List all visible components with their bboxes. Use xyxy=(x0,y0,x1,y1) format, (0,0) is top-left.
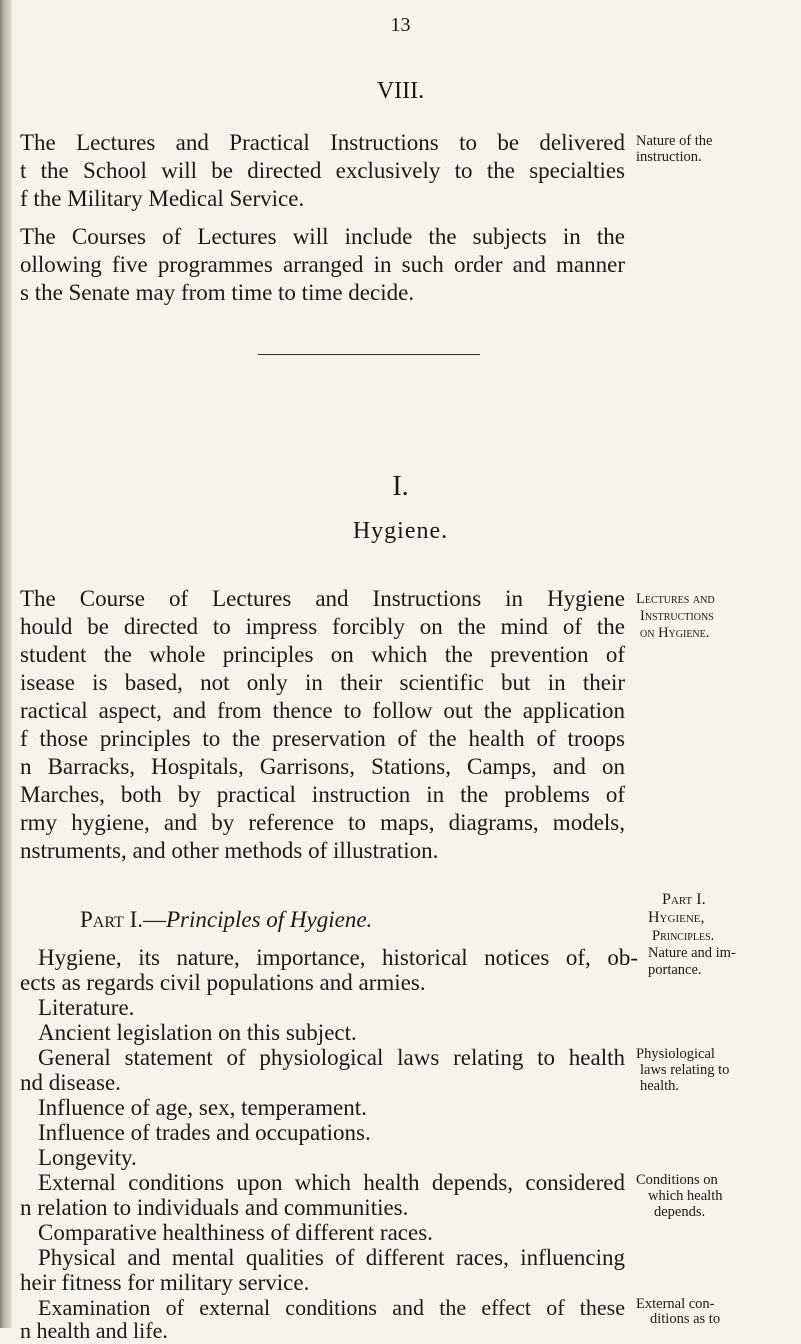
principle-line: nd disease. xyxy=(20,1070,121,1095)
margin-note-line: Part I. xyxy=(662,891,706,908)
principle-line: n relation to individuals and communities. xyxy=(20,1195,409,1220)
hygiene-line: rmy hygiene, and by reference to maps, diagrams, models, xyxy=(20,810,625,835)
principle-line: Ancient legislation on this subject. xyxy=(38,1020,357,1045)
margin-note-line: Instructions xyxy=(640,608,714,624)
margin-note-line: Conditions on xyxy=(636,1172,718,1188)
margin-note-line: ditions as to xyxy=(650,1311,721,1327)
intro-line: f the Military Medical Service. xyxy=(20,186,305,211)
hygiene-line: Marches, both by practical instruction in the problems of xyxy=(20,782,625,807)
principle-line: External conditions upon which health depends, considered xyxy=(38,1170,625,1195)
principle-line: Literature. xyxy=(38,995,135,1020)
principle-line: Influence of trades and occupations. xyxy=(38,1120,371,1145)
intro-line: t the School will be directed exclusively to the specialties xyxy=(20,158,625,183)
part-title: Hygiene. xyxy=(352,518,449,544)
hygiene-line: isease is based, not only in their scientific but in their xyxy=(20,670,625,695)
page-gutter-shadow xyxy=(0,0,12,1328)
intro-line: The Courses of Lectures will include the subjects in the xyxy=(20,224,625,249)
margin-note-line: External con- xyxy=(636,1296,715,1312)
principle-line: Influence of age, sex, temperament. xyxy=(38,1095,367,1120)
intro-line: The Lectures and Practical Instructions to be delivered xyxy=(20,130,625,155)
part-roman: I. xyxy=(392,471,409,502)
margin-note-line: which health xyxy=(648,1188,723,1204)
margin-note-line: laws relating to xyxy=(640,1062,730,1078)
margin-note-line: Principles. xyxy=(652,928,715,944)
intro-line: s the Senate may from time to time decide. xyxy=(20,280,415,305)
principle-line: Physical and mental qualities of different races, influencing xyxy=(38,1245,625,1270)
subheading-part: Part I.— xyxy=(80,907,166,932)
principle-line: Longevity. xyxy=(38,1145,137,1170)
margin-note-line: Hygiene, xyxy=(648,909,705,926)
principle-line: n health and life. xyxy=(20,1318,168,1343)
margin-note-line: on Hygiene. xyxy=(640,625,710,641)
hygiene-line: hould be directed to impress forcibly on the mind of the xyxy=(20,614,625,639)
margin-note-line: Physiological xyxy=(636,1046,715,1062)
hygiene-line: student the whole principles on which the prevention of xyxy=(20,642,625,667)
subheading xyxy=(80,907,372,933)
hygiene-line: The Course of Lectures and Instructions in Hygiene xyxy=(20,586,625,611)
margin-note-line: Nature of the xyxy=(636,133,713,149)
section-divider xyxy=(258,354,480,355)
margin-note-line: instruction. xyxy=(636,149,702,165)
margin-note-line: health. xyxy=(640,1078,680,1094)
margin-note-line: Lectures and xyxy=(636,591,715,607)
principle-line: Comparative healthiness of different races. xyxy=(38,1220,433,1245)
principle-line: General statement of physiological laws relating to health xyxy=(38,1045,625,1070)
principle-line: Hygiene, its nature, importance, historical notices of, ob- xyxy=(38,945,638,970)
margin-note-line: portance. xyxy=(648,962,702,978)
principle-line: heir fitness for military service. xyxy=(20,1270,310,1295)
hygiene-line: f those principles to the preservation of the health of troops xyxy=(20,726,625,751)
margin-note-line: Nature and im- xyxy=(648,945,736,961)
section-number: VIII. xyxy=(376,78,425,104)
hygiene-line: n Barracks, Hospitals, Garrisons, Stations, Camps, and on xyxy=(20,754,625,779)
page-number: 13 xyxy=(390,14,411,36)
principle-line: ects as regards civil populations and armies. xyxy=(20,970,426,995)
hygiene-line: nstruments, and other methods of illustration. xyxy=(20,838,439,863)
principle-line: Examination of external conditions and the effect of these xyxy=(38,1295,625,1320)
hygiene-line: ractical aspect, and from thence to follow out the application xyxy=(20,698,625,723)
margin-note-line: depends. xyxy=(654,1204,706,1220)
subheading-title: Principles of Hygiene. xyxy=(166,907,373,932)
intro-line: ollowing five programmes arranged in such order and manner xyxy=(20,252,625,277)
